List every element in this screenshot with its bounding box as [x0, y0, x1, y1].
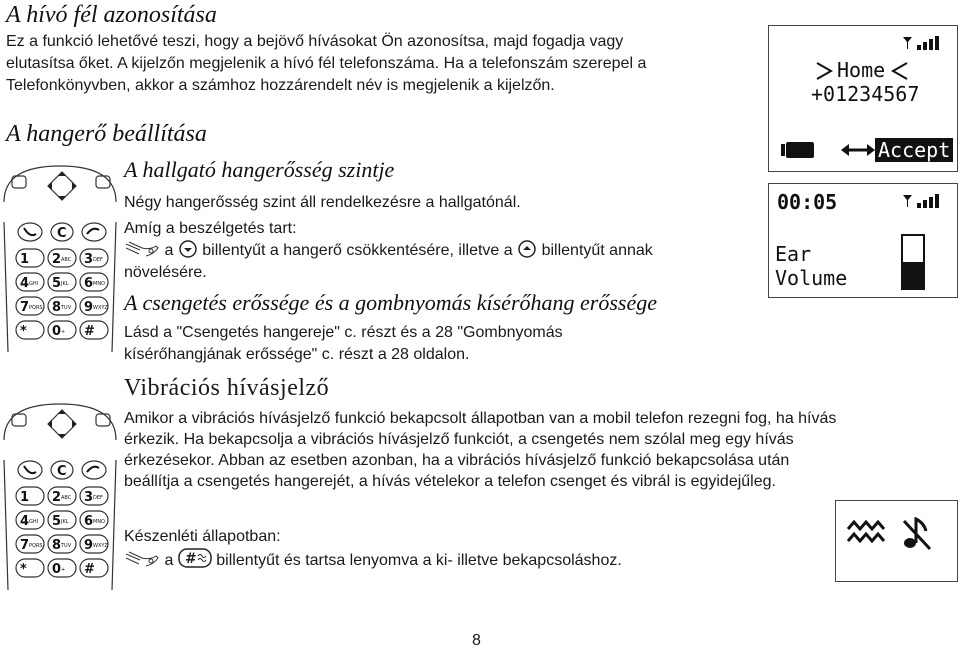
- key-letters: GHI: [29, 519, 39, 525]
- keypad-key-0[interactable]: [48, 321, 76, 339]
- display-line-volume: Volume: [775, 266, 848, 290]
- key-digit: 8: [52, 538, 62, 553]
- keypad-key-2[interactable]: [48, 249, 76, 267]
- text-line: kísérőhangjának erőssége" c. részt a 28 oldalon.: [124, 346, 470, 363]
- keypad-key-#[interactable]: [80, 321, 108, 339]
- paragraph-ring-and-key-volume: [124, 322, 563, 366]
- display-line-ear: Ear: [775, 242, 812, 266]
- press-hand-icon: [124, 550, 160, 568]
- paragraph-caller-id: [6, 31, 646, 97]
- key-digit: #: [84, 562, 95, 577]
- text-line: Ez a funkció lehetővé teszi, hogy a bejövő hívásokat Ön azonosítsa, majd fogadja vagy: [6, 33, 624, 50]
- key-letters: +: [61, 329, 66, 335]
- keypad-key-6[interactable]: [80, 511, 108, 529]
- keypad-key-0[interactable]: [48, 559, 76, 577]
- battery-icon: [781, 142, 817, 158]
- keypad-key-*[interactable]: [16, 321, 44, 339]
- signal-strength-icon: [903, 36, 947, 50]
- text-line: Telefonkönyvben, akkor a számhoz hozzárendelt név is megjelenik a kijelzőn.: [6, 77, 555, 94]
- text-fragment: a: [164, 552, 174, 569]
- keypad-key-5[interactable]: [48, 511, 76, 529]
- navigation-key[interactable]: [48, 172, 76, 200]
- text-line: Négy hangerősség szint áll rendelkezésre a hallgatónál.: [124, 194, 521, 211]
- keypad-key-8[interactable]: [48, 297, 76, 315]
- heading-volume-settings: A hangerő beállítása: [6, 121, 207, 147]
- text-line: érkezésekor. Abban az esetben azonban, ha a vibrációs hívásjelző funkció bekapcsolása után: [124, 452, 790, 469]
- right-softkey[interactable]: [96, 414, 110, 426]
- navigation-arrows-icon: [841, 142, 875, 158]
- svg-text:C: C: [57, 464, 67, 479]
- key-letters: WXYZ: [93, 305, 108, 311]
- arrow-left-icon: [889, 60, 909, 82]
- key-letters: TUV: [61, 543, 72, 549]
- text-line: beállítja a csengetés hangerejét, a hívás vételekor a telefon csenget és vibrál is egyidejűleg.: [124, 473, 776, 490]
- text-fragment: billentyűt a hangerő csökkentésére, illetve a: [202, 242, 513, 259]
- clear-key[interactable]: [51, 461, 73, 479]
- paragraph-earpiece-volume: [124, 192, 653, 284]
- key-digit: 4: [20, 514, 30, 529]
- key-digit: #: [84, 324, 95, 339]
- key-digit: 3: [84, 252, 94, 267]
- keypad-key-8[interactable]: [48, 535, 76, 553]
- volume-level-bar: [901, 234, 925, 290]
- press-hand-icon: [124, 240, 160, 258]
- paragraph-standby: [124, 526, 622, 572]
- navigation-key[interactable]: [48, 410, 76, 438]
- text-line: elutasítsa őket. A kijelzőn megjelenik a hívó fél telefonszáma. Ha a telefonszám szerepel a: [6, 55, 647, 72]
- key-letters: TUV: [61, 305, 72, 311]
- key-digit: 9: [84, 538, 94, 553]
- key-letters: ABC: [61, 495, 72, 501]
- keypad-key-4[interactable]: [16, 273, 44, 291]
- key-letters: +: [61, 567, 66, 573]
- call-timer: 00:05: [777, 190, 838, 214]
- text-fragment: billentyűt annak: [541, 242, 653, 259]
- keypad-key-7[interactable]: [16, 535, 44, 553]
- text-line: Készenléti állapotban:: [124, 528, 281, 545]
- volume-level-fill: [903, 262, 923, 288]
- key-letters: WXYZ: [93, 543, 108, 549]
- svg-text:#: #: [184, 551, 197, 567]
- keypad-key-5[interactable]: [48, 273, 76, 291]
- keypad-key-#[interactable]: [80, 559, 108, 577]
- key-letters: JKL: [61, 281, 69, 287]
- key-digit: 8: [52, 300, 62, 315]
- clear-key[interactable]: [51, 223, 73, 241]
- key-digit: 6: [84, 276, 94, 291]
- volume-down-key-icon: [178, 240, 198, 258]
- key-letters: DEF: [93, 257, 103, 263]
- keypad-key-7[interactable]: [16, 297, 44, 315]
- text-line-with-key: [124, 548, 622, 572]
- signal-strength-icon: [903, 194, 947, 208]
- hash-key-icon: [178, 548, 212, 568]
- key-digit: *: [20, 562, 27, 577]
- heading-caller-id: A hívó fél azonosítása: [6, 2, 217, 28]
- arrow-right-icon: [815, 60, 835, 82]
- text-line: növelésére.: [124, 264, 207, 281]
- keypad-key-4[interactable]: [16, 511, 44, 529]
- key-digit: 7: [20, 300, 30, 315]
- keypad-svg: [0, 400, 120, 590]
- key-digit: 0: [52, 324, 62, 339]
- key-digit: 5: [52, 514, 62, 529]
- text-line: érkezik. Ha bekapcsolja a vibrációs hívásjelző funkciót, a csengetés nem szólal meg egy hívás: [124, 431, 794, 448]
- text-line-with-keys: [124, 240, 653, 262]
- key-letters: JKL: [61, 519, 69, 525]
- display-title: Home: [837, 58, 886, 82]
- keypad-key-3[interactable]: [80, 249, 108, 267]
- keypad-key-2[interactable]: [48, 487, 76, 505]
- volume-up-key-icon: [517, 240, 537, 258]
- key-digit: *: [20, 324, 27, 339]
- end-key[interactable]: [82, 223, 106, 241]
- phone-display-incoming-call: [768, 25, 958, 172]
- key-digit: 6: [84, 514, 94, 529]
- keypad-key-1[interactable]: [16, 487, 44, 505]
- paragraph-vibration-alert: [124, 408, 836, 492]
- key-letters: PQRS: [29, 305, 43, 311]
- keypad-key-9[interactable]: [80, 297, 108, 315]
- send-key[interactable]: [18, 223, 42, 241]
- text-line: Amikor a vibrációs hívásjelző funkció bekapcsolt állapotban van a mobil telefon rezegni fog, ha hívás: [124, 410, 837, 427]
- page-number: 8: [472, 632, 481, 649]
- heading-ring-and-key-volume: A csengetés erőssége és a gombnyomás kísérőhang erőssége: [124, 290, 657, 315]
- send-key[interactable]: [18, 461, 42, 479]
- heading-earpiece-volume: A hallgató hangerősség szintje: [124, 157, 395, 182]
- keypad-key-*[interactable]: [16, 559, 44, 577]
- vibration-display: [835, 500, 958, 582]
- key-digit: 1: [20, 252, 30, 267]
- text-fragment: a: [164, 242, 174, 259]
- key-letters: MNO: [93, 519, 105, 525]
- accept-softkey[interactable]: Accept: [875, 138, 953, 162]
- key-digit: 1: [20, 490, 30, 505]
- key-digit: 9: [84, 300, 94, 315]
- key-letters: PQRS: [29, 543, 43, 549]
- keypad-svg: [0, 162, 120, 352]
- text-line: Amíg a beszélgetés tart:: [124, 220, 297, 237]
- keypad-key-6[interactable]: [80, 273, 108, 291]
- keypad-key-9[interactable]: [80, 535, 108, 553]
- key-digit: 5: [52, 276, 62, 291]
- key-letters: MNO: [93, 281, 105, 287]
- phone-keypad-illustration: [0, 400, 120, 595]
- key-letters: DEF: [93, 495, 103, 501]
- key-digit: 7: [20, 538, 30, 553]
- svg-text:C: C: [57, 226, 67, 241]
- text-fragment: billentyűt és tartsa lenyomva a ki- illetve bekapcsoláshoz.: [216, 552, 622, 569]
- key-letters: GHI: [29, 281, 39, 287]
- keypad-key-3[interactable]: [80, 487, 108, 505]
- keypad-key-1[interactable]: [16, 249, 44, 267]
- phone-keypad-illustration: [0, 162, 120, 357]
- key-digit: 3: [84, 490, 94, 505]
- text-line: Lásd a "Csengetés hangereje" c. részt és a 28 "Gombnyomás: [124, 324, 563, 341]
- caller-number: +01234567: [811, 82, 920, 106]
- key-letters: ABC: [61, 257, 72, 263]
- phone-display-ear-volume: [768, 183, 958, 298]
- vibration-silent-icon: [844, 517, 949, 553]
- end-key[interactable]: [82, 461, 106, 479]
- key-digit: 2: [52, 490, 62, 505]
- heading-vibration-alert: Vibrációs hívásjelző: [124, 375, 330, 401]
- right-softkey[interactable]: [96, 176, 110, 188]
- key-digit: 0: [52, 562, 62, 577]
- key-digit: 2: [52, 252, 62, 267]
- key-digit: 4: [20, 276, 30, 291]
